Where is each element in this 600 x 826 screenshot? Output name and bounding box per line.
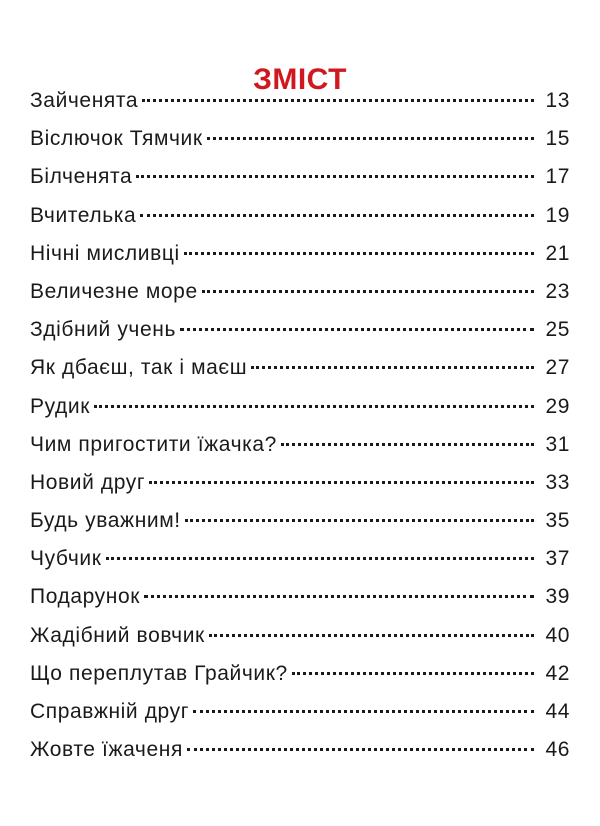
dot-leader <box>94 405 534 408</box>
toc-entry-page-number: 15 <box>545 127 570 151</box>
toc-entry-page-number: 35 <box>545 509 570 533</box>
dot-leader <box>149 481 534 484</box>
dot-leader <box>106 557 534 560</box>
toc-entry <box>30 578 570 616</box>
toc-entry-page-number: 19 <box>545 203 570 227</box>
toc-entry <box>30 617 570 655</box>
toc-entry-page-number: 21 <box>545 241 570 265</box>
toc-entry <box>30 502 570 540</box>
toc-entry-title: Вчителька <box>30 203 137 227</box>
dot-leader <box>144 595 534 598</box>
toc-entry <box>30 273 570 311</box>
dot-leader <box>187 748 534 751</box>
dot-leader <box>281 443 534 446</box>
toc-entry-title: Віслючок Тямчик <box>30 127 203 151</box>
dot-leader <box>207 137 534 140</box>
dot-leader <box>292 672 534 675</box>
toc-entry-page-number: 33 <box>545 470 570 494</box>
toc-entry <box>30 197 570 235</box>
toc-entry-page-number: 40 <box>545 623 570 647</box>
toc-entry-page-number: 27 <box>545 356 570 380</box>
toc-entry-page-number: 42 <box>545 661 570 685</box>
toc-entry-page-number: 29 <box>545 394 570 418</box>
dot-leader <box>180 328 534 331</box>
page-title: ЗМІСТ <box>253 63 347 97</box>
dot-leader <box>202 290 534 293</box>
toc-entry <box>30 82 570 120</box>
toc-entry-page-number: 13 <box>545 89 570 112</box>
dot-leader <box>193 710 534 713</box>
toc-entry <box>30 158 570 196</box>
toc-entry-title: Що переплутав Грайчик? <box>30 661 288 685</box>
toc-entry <box>30 426 570 464</box>
toc-entry-title: Білченята <box>30 165 133 189</box>
table-of-contents <box>30 82 570 769</box>
dot-leader <box>140 214 534 217</box>
toc-entry-page-number: 39 <box>545 585 570 609</box>
toc-entry-title: Як дбаєш, так і маєш <box>30 356 248 380</box>
toc-entry <box>30 731 570 769</box>
toc-entry-title: Жовте їжаченя <box>30 738 183 762</box>
toc-entry-title: Подарунок <box>30 585 141 609</box>
dot-leader <box>184 252 534 255</box>
toc-entry-title: Рудик <box>30 394 90 418</box>
toc-entry-title: Нічні мисливці <box>30 241 180 265</box>
toc-entry-title: Справжній друг <box>30 700 189 723</box>
toc-entry <box>30 349 570 387</box>
toc-entry <box>30 655 570 693</box>
dot-leader <box>142 99 534 102</box>
toc-entry-page-number: 44 <box>545 700 570 723</box>
toc-entry-title: Зайченята <box>30 89 139 112</box>
toc-entry-title: Новий друг <box>30 470 146 494</box>
toc-entry-page-number: 31 <box>545 432 570 456</box>
dot-leader <box>251 366 534 369</box>
toc-entry-title: Чубчик <box>30 547 102 571</box>
toc-entry <box>30 120 570 158</box>
toc-entry-title: Здібний учень <box>30 318 176 342</box>
toc-entry <box>30 540 570 578</box>
toc-entry <box>30 693 570 731</box>
toc-entry-page-number: 25 <box>545 318 570 342</box>
toc-entry-title: Жадібний вовчик <box>30 623 205 647</box>
dot-leader <box>136 175 534 178</box>
toc-entry <box>30 235 570 273</box>
toc-entry-page-number: 37 <box>545 547 570 571</box>
toc-entry <box>30 311 570 349</box>
toc-entry <box>30 464 570 502</box>
dot-leader <box>185 519 534 522</box>
toc-entry-page-number: 17 <box>545 165 570 189</box>
dot-leader <box>209 634 534 637</box>
toc-entry-page-number: 46 <box>545 738 570 762</box>
toc-entry-title: Будь уважним! <box>30 509 181 533</box>
toc-entry-title: Величезне море <box>30 279 198 303</box>
toc-entry-title: Чим пригостити їжачка? <box>30 432 277 456</box>
toc-entry-page-number: 23 <box>545 279 570 303</box>
toc-entry <box>30 388 570 426</box>
